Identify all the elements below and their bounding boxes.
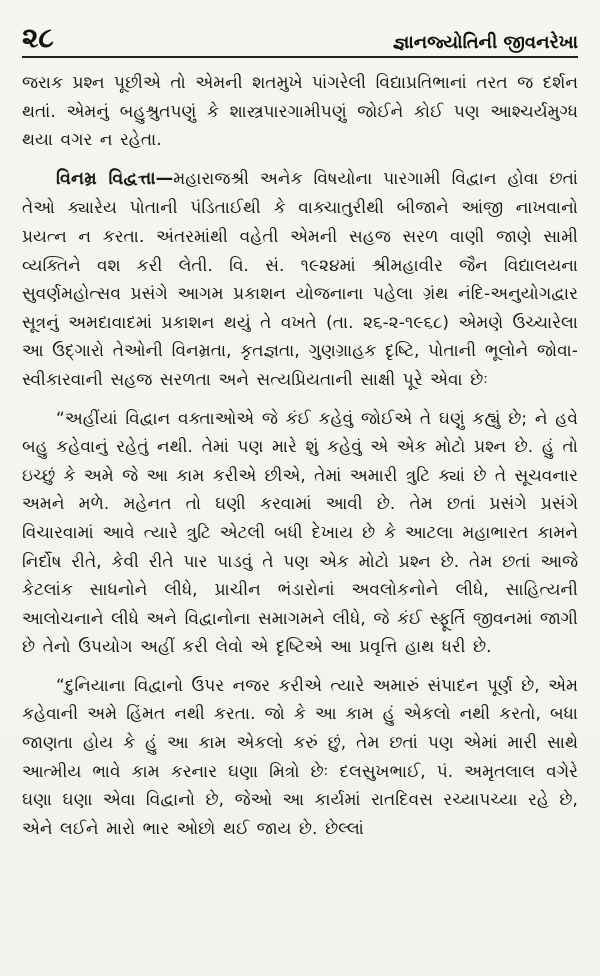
paragraph-text: મહારાજશ્રી અનેક વિષયોના પારગામી વિદ્વાન હોવા છતાં તેઓ ક્યારેય પોતાની પંડિતાઈથી કે વાક્ચાતુરીથી બીજાને આંજી નાખવાનો પ્રયત્ન ન કરતા. અંતરમાંથી વહેતી એમની સહજ સરળ વાણી જાણે સામી વ્યક્તિને વશ કરી લેતી. વિ. સં. ૧૯૨૪માં શ્રીમહાવીર જૈન વિદ્યાલયના સુવર્ણમહોત્સવ પ્રસંગે આગમ પ્રકાશન યોજનાના પહેલા ગ્રંથ નંદિ-અનુયોગદ્વાર સૂત્રનું અમદાવાદમાં પ્રકાશન થયું તે વખતે (તા. ૨૬-૨-૧૯૬૮) એમણે ઉચ્ચારેલા આ ઉદ્ગારો તેઓની વિનમ્રતા, કૃતજ્ઞતા, ગુણગ્રાહક દૃષ્ટિ, પોતાની ભૂલોને જોવા-સ્વીકારવાની સહજ સરળતા અને સત્યપ્રિયતાની સાક્ષી પૂરે એવા છેઃ: [22, 167, 578, 389]
page-header: [22, 22, 578, 58]
quotation-paragraph: [22, 671, 578, 843]
quotation-text: “અહીંયાં વિદ્વાન વક્તાઓએ જે કંઈ કહેવું જોઈએ તે ઘણું કહ્યું છે; ને હવે બહુ કહેવાનું રહેતું નથી. તેમાં પણ મારે શું કહેવું એ એક મોટો પ્રશ્ન છે. હું તો ઇચ્છું કે અમે જે આ કામ કરીએ છીએ, તેમાં અમારી ત્રુટિ ક્યાં છે તે સૂચવનાર અમને મળે. મહેનત તો ઘણી કરવામાં આવી છે. તેમ છતાં પ્રસંગે પ્રસંગે વિચારવામાં આવે ત્યારે ત્રુટિ એટલી બધી દેખાય છે કે આટલા મહાભારત કામને નિર્દોષ રીતે, કેવી રીતે પાર પાડવું તે પણ એક મોટો પ્રશ્ન છે. તેમ છતાં આજે કેટલાંક સાધનોને લીધે, પ્રાચીન ભંડારોનાં અવલોકનોને લીધે, સાહિત્યની આલોચનાને લીધે અને વિદ્વાનોના સમાગમને લીધે, જે કંઈ સ્ફૂર્તિ જીવનમાં જાગી છે તેનો ઉપયોગ અહીં કરી લેવો એ દૃષ્ટિએ આ પ્રવૃત્તિ હાથ ધરી છે.: [22, 407, 578, 657]
paragraph-text: જરાક પ્રશ્ન પૂછીએ તો એમની શતમુખે પાંગરેલી વિદ્યાપ્રતિભાનાં તરત જ દર્શન થતાં. એમનું બહુશ્રુતપણું કે શાસ્ત્રપારગામીપણું જોઈને કોઈ પણ આશ્ચર્યમુગ્ધ થયા વગર ન રહેતા.: [22, 72, 578, 150]
section-heading: વિનમ્ર વિદ્વત્તા—: [56, 168, 174, 189]
page-number: ૨૮: [22, 21, 54, 54]
quotation-paragraph: [22, 404, 578, 661]
paragraph: [22, 68, 578, 154]
quotation-text: “દુનિયાના વિદ્વાનો ઉપર નજર કરીએ ત્યારે અમારું સંપાદન પૂર્ણ છે, એમ કહેવાની અમે હિંમત નથી કરતા. જો કે આ કામ હું એકલો નથી કરતો, બધા જાણતા હોય કે હું આ કામ એકલો કરું છું, તેમ છતાં પણ એમાં મારી સાથે આત્મીય ભાવે કામ કરનાર ઘણા મિત્રો છેઃ દલસુખભાઈ, પં. અમૃતલાલ વગેરે ઘણા ઘણા એવા વિદ્વાનો છે, જેઓ આ કાર્યમાં રાતદિવસ રચ્યાપચ્યા રહે છે, એને લઈને મારો ભાર ઓછો થઈ જાય છે. છેલ્લાં: [22, 674, 578, 838]
paragraph: [22, 164, 578, 394]
running-title: જ્ઞાનજ્યોતિની જીવનરેખા: [392, 32, 578, 53]
page-body: [22, 68, 578, 842]
